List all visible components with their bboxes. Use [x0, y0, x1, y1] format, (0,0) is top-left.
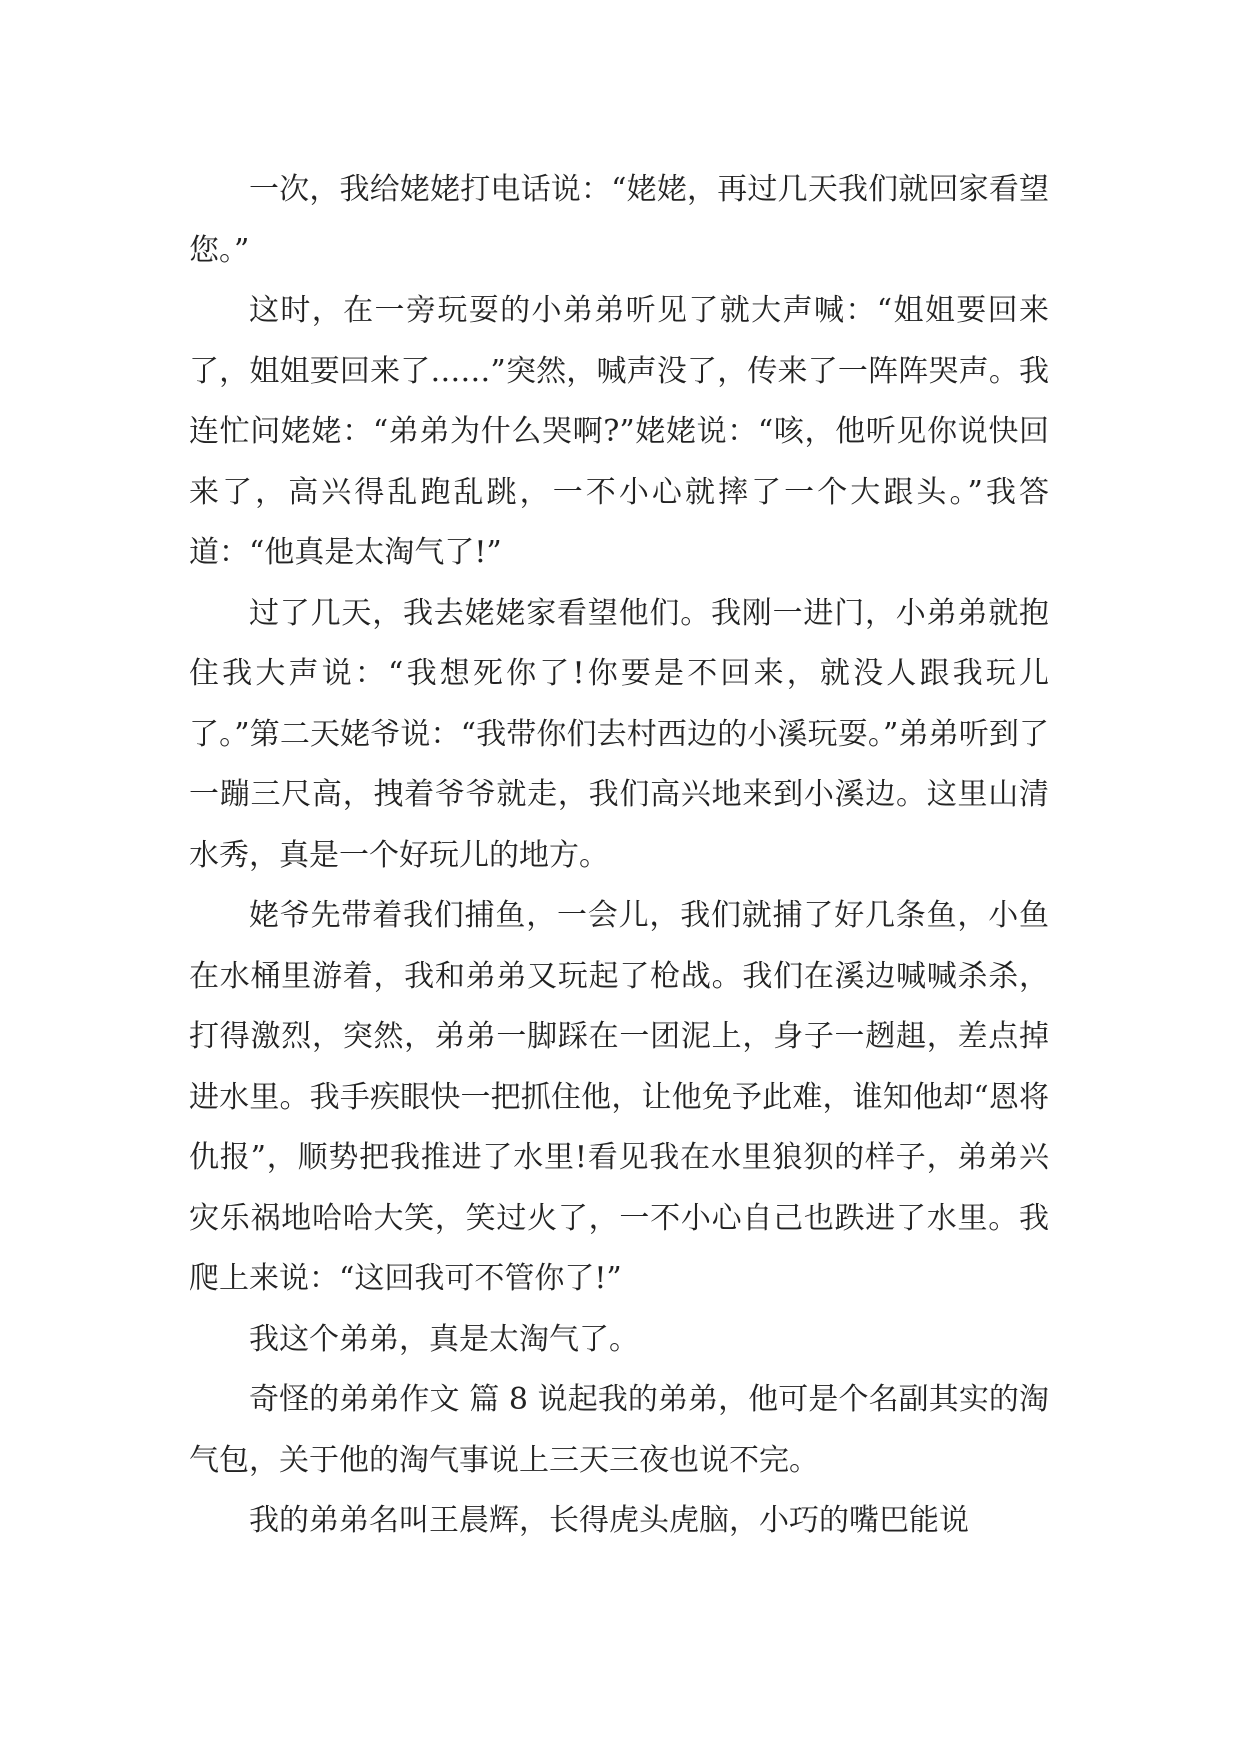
paragraph: 我的弟弟名叫王晨辉，长得虎头虎脑，小巧的嘴巴能说	[249, 1503, 969, 1538]
paragraph: 一次，我给姥姥打电话说：“姥姥，再过几天我们就回家看望您。”	[189, 172, 1049, 268]
document-body	[189, 160, 1049, 1552]
paragraph: 奇怪的弟弟作文 篇 8 说起我的弟弟，他可是个名副其实的淘气包，关于他的淘气事说上三天三夜也说不完。	[189, 1382, 1049, 1478]
paragraph: 姥爷先带着我们捕鱼，一会儿，我们就捕了好几条鱼，小鱼在水桶里游着，我和弟弟又玩起了枪战。我们在溪边喊喊杀杀，打得激烈，突然，弟弟一脚踩在一团泥上，身子一趔趄，差点掉进水里。我手疾眼快一把抓住他，让他免予此难，谁知他却“恩将仇报”，顺势把我推进了水里!看见我在水里狼狈的样子，弟弟兴灾乐祸地哈哈大笑，笑过火了，一不小心自己也跌进了水里。我爬上来说：“这回我可不管你了!”	[189, 898, 1049, 1296]
paragraph: 这时，在一旁玩耍的小弟弟听见了就大声喊：“姐姐要回来了，姐姐要回来了……”突然，喊声没了，传来了一阵阵哭声。我连忙问姥姥：“弟弟为什么哭啊?”姥姥说：“咳，他听见你说快回来了，高兴得乱跑乱跳，一不小心就摔了一个大跟头。”我答道：“他真是太淘气了!”	[189, 293, 1049, 570]
paragraph: 过了几天，我去姥姥家看望他们。我刚一进门，小弟弟就抱住我大声说：“我想死你了!你要是不回来，就没人跟我玩儿了。”第二天姥爷说：“我带你们去村西边的小溪玩耍。”弟弟听到了一蹦三尺高，拽着爷爷就走，我们高兴地来到小溪边。这里山清水秀，真是一个好玩儿的地方。	[189, 595, 1049, 873]
paragraph: 我这个弟弟，真是太淘气了。	[249, 1321, 639, 1357]
